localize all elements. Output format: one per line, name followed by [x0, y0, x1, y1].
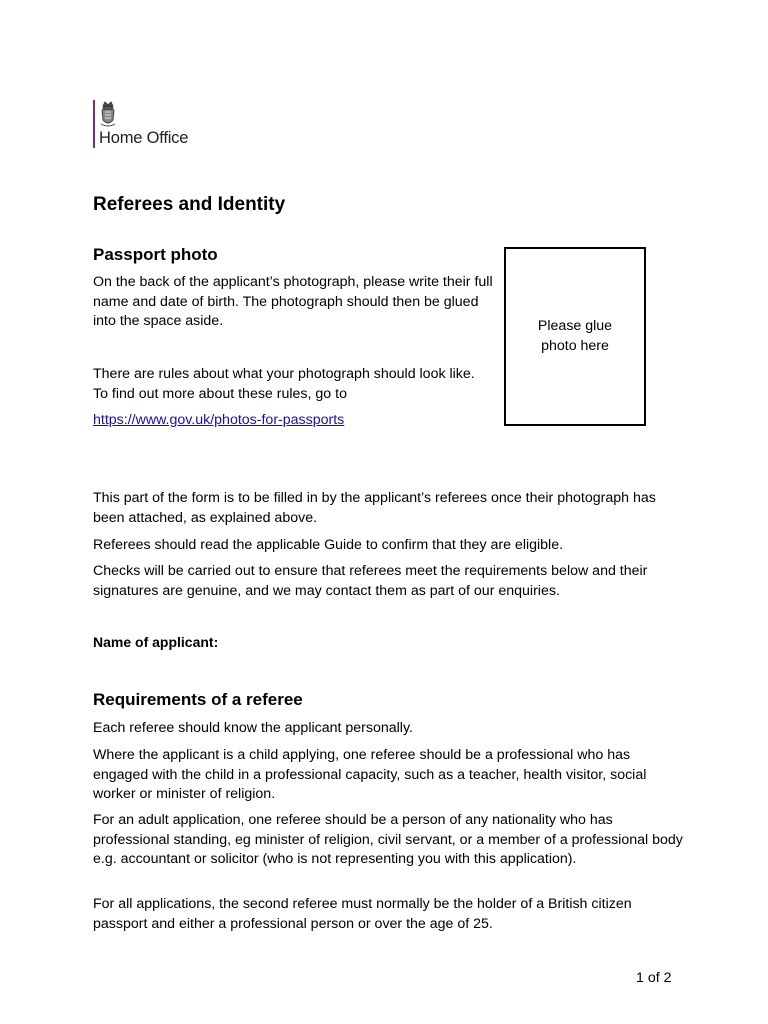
requirements-paragraph-1: Each referee should know the applicant personally.: [93, 720, 413, 736]
intro-paragraph-2: Referees should read the applicable Guide to confirm that they are eligible.: [93, 537, 564, 553]
passport-photo-heading: Passport photo: [93, 245, 218, 264]
royal-crest-icon: [99, 100, 117, 130]
passport-photo-instructions: On the back of the applicant’s photograph, please write their full name and date of birth. The photograph should then be glued into the space aside.: [93, 274, 493, 329]
page-number: 1 of 2: [636, 970, 672, 986]
intro-paragraph-1: This part of the form is to be filled in by the applicant’s referees once their photograph has been attached, as explained above.: [93, 490, 656, 526]
photo-glue-box: [504, 247, 646, 426]
page-title: Referees and Identity: [93, 194, 286, 215]
requirements-heading: Requirements of a referee: [93, 690, 303, 709]
requirements-paragraph-2: Where the applicant is a child applying, one referee should be a professional who has engaged with the child in a professional capacity, such as a teacher, health visitor, social worker or minister of religion.: [93, 747, 647, 802]
name-of-applicant-label: Name of applicant:: [93, 634, 219, 650]
photo-box-label: Please glue photo here: [537, 318, 613, 354]
photos-for-passports-link[interactable]: https://www.gov.uk/photos-for-passports: [93, 412, 345, 428]
logo-text: Home Office: [99, 129, 189, 147]
requirements-paragraph-4: For all applications, the second referee must normally be the holder of a British citizen passport and either a professional person or over the age of 25.: [93, 896, 632, 932]
requirements-paragraph-3: For an adult application, one referee should be a person of any nationality who has professional standing, eg minister of religion, civil servant, or a member of a professional body e.g. accountant or solicitor (who is not representing you with this application).: [93, 812, 683, 867]
home-office-logo: [93, 100, 188, 148]
logo-bar: [93, 100, 95, 148]
photo-rules-text: There are rules about what your photograph should look like. To find out more about these rules, go to: [93, 366, 475, 402]
intro-paragraph-3: Checks will be carried out to ensure that referees meet the requirements below and their signatures are genuine, and we may contact them as part of our enquiries.: [93, 563, 648, 599]
